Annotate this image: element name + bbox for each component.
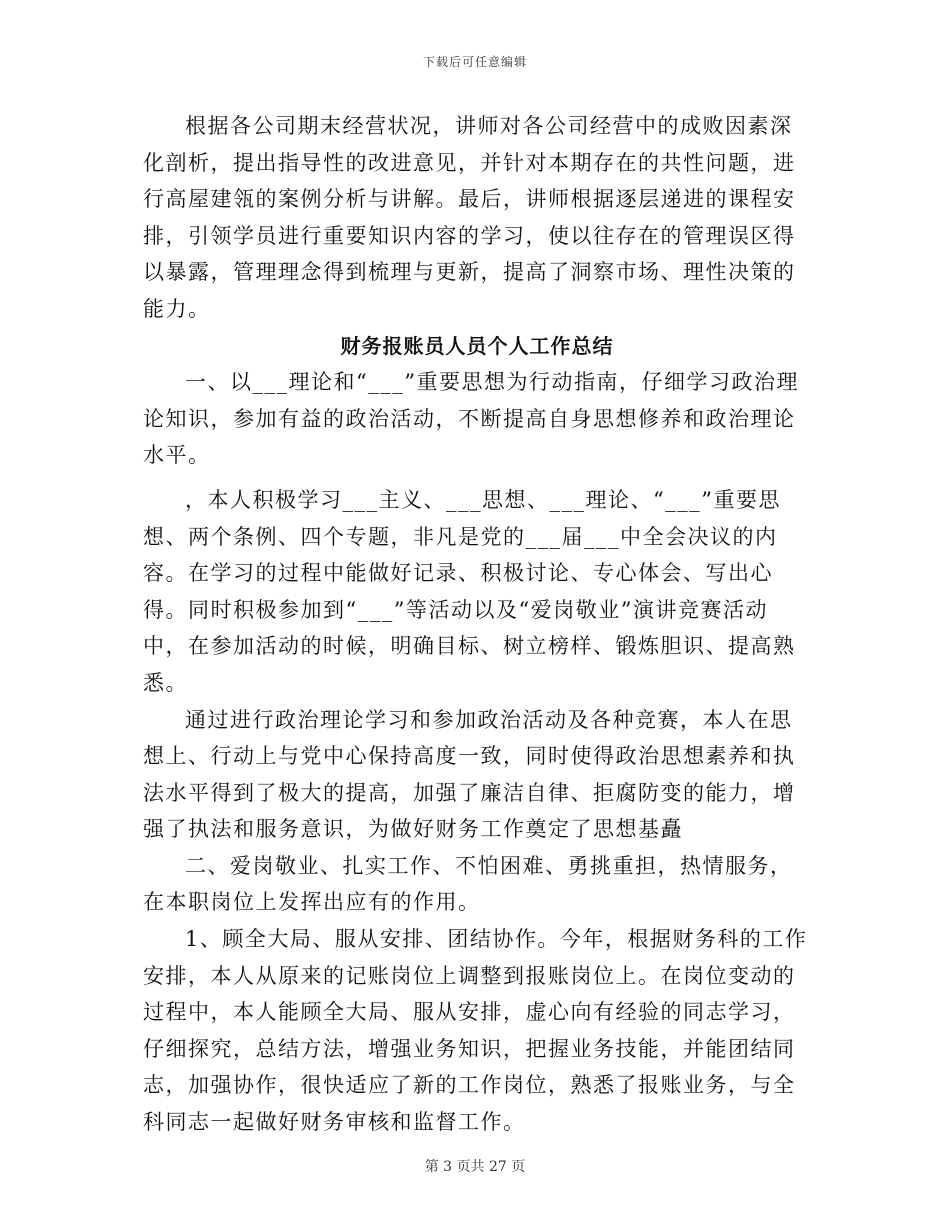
body-paragraph-4: 通过进行政治理论学习和参加政治活动及各种竞赛，本人在思想上、行动上与党中心保持高度一致，同时使得政治思想素养和执法水平得到了极大的提高，加强了廉洁自律、拒腐防变的能力，增强了执法和服务意识，为做好财务工作奠定了思想基矗: [143, 707, 796, 842]
body-paragraph-5: 二、爱岗敬业、扎实工作、不怕困难、勇挑重担，热情服务，在本职岗位上发挥出应有的作用。: [143, 853, 793, 915]
page-header: 下载后可任意编辑: [422, 55, 527, 69]
page-footer: 第 3 页共 27 页: [424, 1159, 526, 1175]
body-paragraph-2: 一、以___理论和“___”重要思想为行动指南，仔细学习政治理论知识，参加有益的政治活动，不断提高自身思想修养和政治理论水平。: [143, 370, 799, 468]
document-body: [143, 108, 811, 1141]
body-paragraph-1: 根据各公司期末经营状况，讲师对各公司经营中的成败因素深化剖析，提出指导性的改进意见，并针对本期存在的共性问题，进行高屋建瓴的案例分析与讲解。最后，讲师根据逐层递进的课程安排，引领学员进行重要知识内容的学习，使以往存在的管理误区得以暴露，管理理念得到梳理与更新，提高了洞察市场、理性决策的能力。: [143, 114, 796, 321]
section-title: 财务报账员人员个人工作总结: [340, 333, 614, 358]
body-paragraph-6: 1、顾全大局、服从安排、团结协作。今年，根据财务科的工作安排，本人从原来的记账岗位上调整到报账岗位上。在岗位变动的过程中，本人能顾全大局、服从安排，虚心向有经验的同志学习，仔细探究，总结方法，增强业务知识，把握业务技能，并能团结同志，加强协作，很快适应了新的工作岗位，熟悉了报账业务，与全科同志一起做好财务审核和监督工作。: [143, 927, 808, 1135]
body-paragraph-3: ，本人积极学习___主义、___思想、___理论、“___”重要思想、两个条例、四个专题，非凡是党的___届___中全会决议的内容。在学习的过程中能做好记录、积极讨论、专心体会、写出心得。同时积极参加到“___”等活动以及“爱岗敬业”演讲竞赛活动中，在参加活动的时候，明确目标、树立榜样、锻炼胆识、提高熟悉。: [143, 487, 796, 695]
